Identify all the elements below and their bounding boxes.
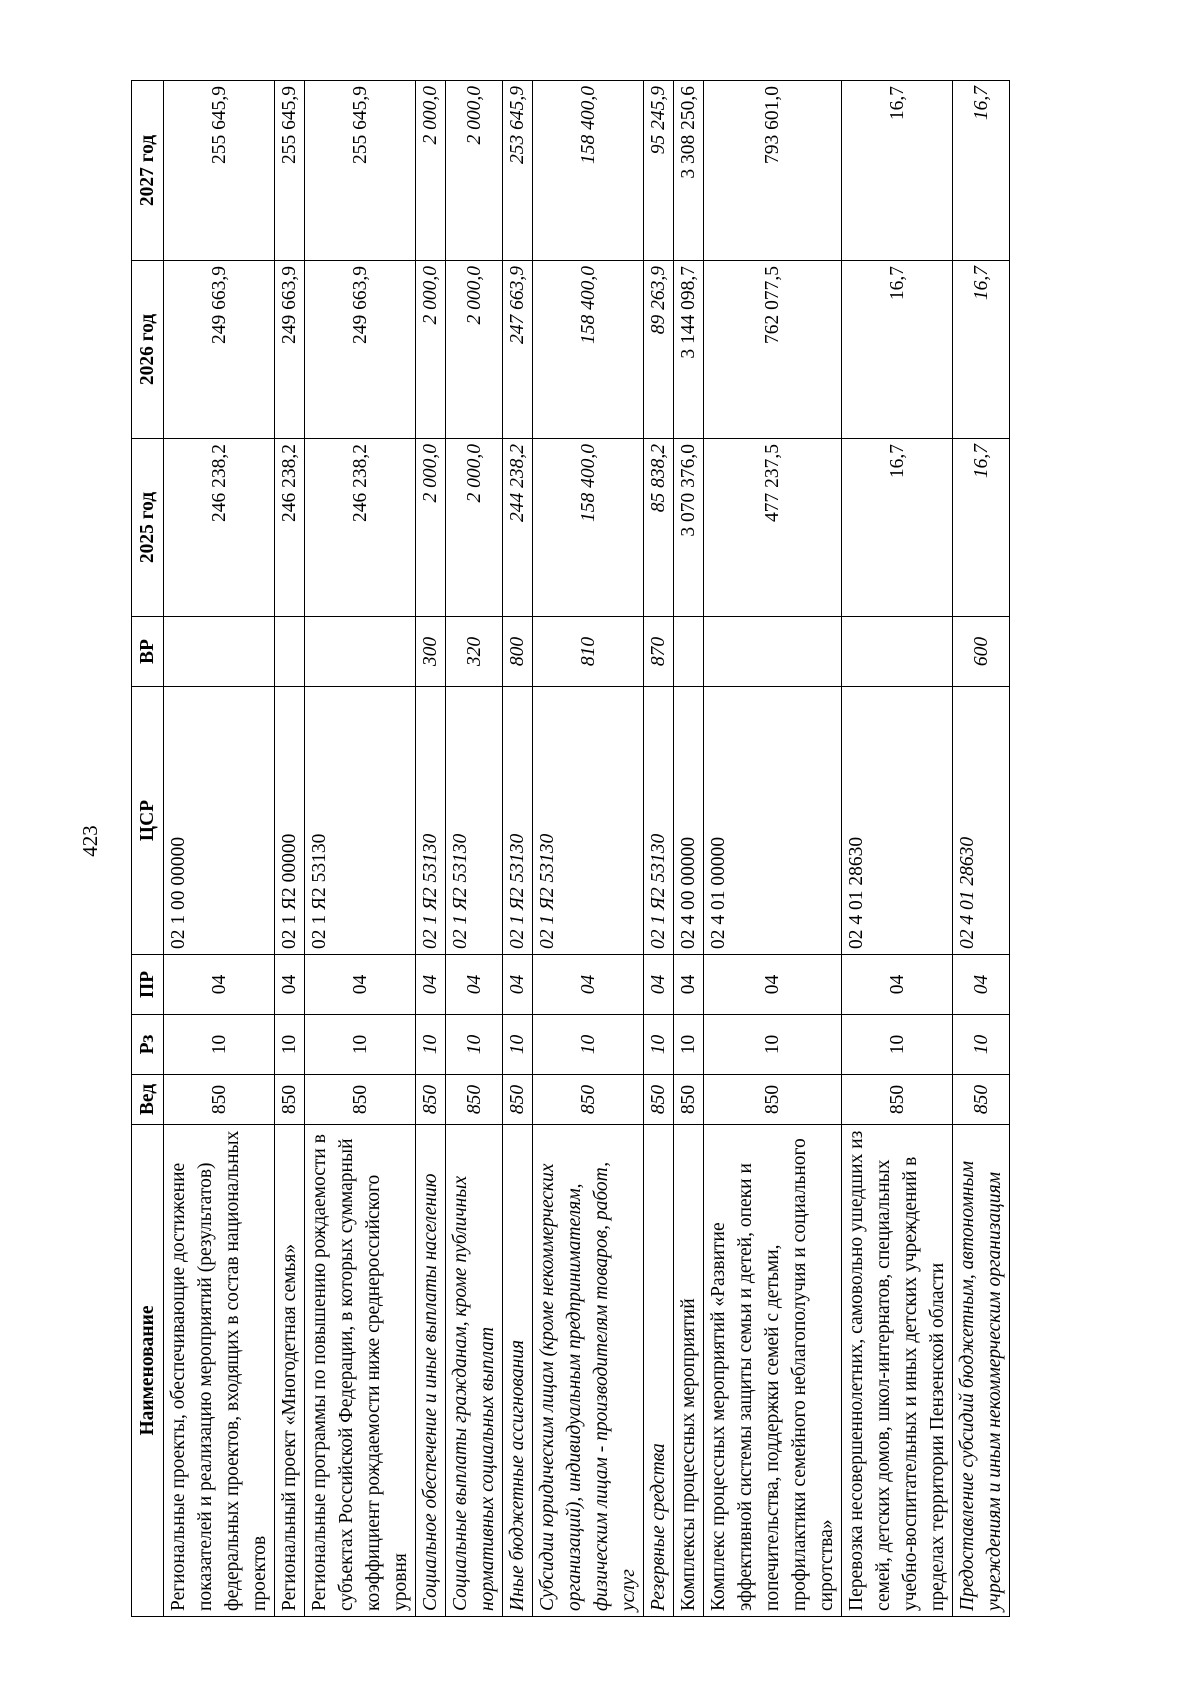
header-row (132, 81, 164, 1617)
row-rz: 10 (674, 1015, 704, 1075)
row-2026: 158 400,0 (533, 261, 644, 439)
row-ved: 850 (305, 1075, 416, 1125)
row-2026: 16,7 (842, 261, 953, 439)
row-2027: 16,7 (842, 81, 953, 261)
row-pr: 04 (842, 955, 953, 1015)
table-row (446, 81, 503, 1617)
budget-table-container (131, 81, 1071, 1617)
row-vr (704, 617, 842, 687)
row-pr: 04 (644, 955, 674, 1015)
row-rz: 10 (644, 1015, 674, 1075)
row-vr: 870 (644, 617, 674, 687)
row-pr: 04 (533, 955, 644, 1015)
row-name: Региональный проект «Многодетная семья» (275, 1125, 305, 1617)
row-2027: 253 645,9 (503, 81, 533, 261)
row-ved: 850 (842, 1075, 953, 1125)
row-pr: 04 (305, 955, 416, 1015)
row-2027: 16,7 (953, 81, 1010, 261)
row-name: Социальные выплаты гражданам, кроме публичных нормативных социальных выплат (446, 1125, 503, 1617)
row-rz: 10 (503, 1015, 533, 1075)
row-2025: 246 238,2 (164, 439, 275, 617)
header-name: Наименование (132, 1125, 164, 1617)
row-vr: 800 (503, 617, 533, 687)
row-vr: 600 (953, 617, 1010, 687)
row-csr: 02 4 01 28630 (953, 687, 1010, 955)
row-2025: 244 238,2 (503, 439, 533, 617)
header-csr: ЦСР (132, 687, 164, 955)
row-csr: 02 1 Я2 53130 (644, 687, 674, 955)
row-csr: 02 1 Я2 53130 (305, 687, 416, 955)
row-csr: 02 1 Я2 53130 (503, 687, 533, 955)
row-name: Региональные программы по повышению рождаемости в субъектах Российской Федерации, в которых суммарный коэффициент рождаемости ниже среднероссийского уровня (305, 1125, 416, 1617)
header-pr: ПР (132, 955, 164, 1015)
row-rz: 10 (416, 1015, 446, 1075)
row-ved: 850 (446, 1075, 503, 1125)
row-name: Субсидии юридическим лицам (кроме некоммерческих организаций), индивидуальным предпринимателям, физическим лицам - производителям товаров, работ, услуг (533, 1125, 644, 1617)
row-csr: 02 4 00 00000 (674, 687, 704, 955)
budget-table (131, 80, 1010, 1617)
table-row (533, 81, 644, 1617)
row-rz: 10 (704, 1015, 842, 1075)
row-rz: 10 (953, 1015, 1010, 1075)
row-name: Социальное обеспечение и иные выплаты населению (416, 1125, 446, 1617)
row-csr: 02 1 00 00000 (164, 687, 275, 955)
table-row (305, 81, 416, 1617)
row-2027: 255 645,9 (164, 81, 275, 261)
table-row (275, 81, 305, 1617)
row-rz: 10 (446, 1015, 503, 1075)
row-2026: 89 263,9 (644, 261, 674, 439)
header-2026: 2026 год (132, 261, 164, 439)
row-2027: 95 245,9 (644, 81, 674, 261)
row-name: Комплекс процессных мероприятий «Развитие эффективной системы защиты семьи и детей, опеки и попечительства, поддержки семей с детьми, профилактики семейного неблагополучия и социального сиротства» (704, 1125, 842, 1617)
table-row (503, 81, 533, 1617)
row-pr: 04 (704, 955, 842, 1015)
table-row (953, 81, 1010, 1617)
row-ved: 850 (704, 1075, 842, 1125)
row-2025: 16,7 (842, 439, 953, 617)
row-ved: 850 (503, 1075, 533, 1125)
row-2027: 2 000,0 (446, 81, 503, 261)
row-2026: 249 663,9 (164, 261, 275, 439)
row-ved: 850 (644, 1075, 674, 1125)
row-2026: 2 000,0 (416, 261, 446, 439)
row-csr: 02 1 Я2 53130 (416, 687, 446, 955)
header-2025: 2025 год (132, 439, 164, 617)
row-2027: 3 308 250,6 (674, 81, 704, 261)
row-2026: 16,7 (953, 261, 1010, 439)
row-vr (305, 617, 416, 687)
row-2026: 247 663,9 (503, 261, 533, 439)
row-ved: 850 (416, 1075, 446, 1125)
row-vr: 810 (533, 617, 644, 687)
table-row (644, 81, 674, 1617)
row-rz: 10 (533, 1015, 644, 1075)
row-name: Резервные средства (644, 1125, 674, 1617)
row-pr: 04 (416, 955, 446, 1015)
row-csr: 02 1 Я2 53130 (533, 687, 644, 955)
row-2026: 2 000,0 (446, 261, 503, 439)
row-name: Предоставление субсидий бюджетным, автономным учреждениям и иным некоммерческим организациям (953, 1125, 1010, 1617)
header-ved: Вед (132, 1075, 164, 1125)
row-2025: 2 000,0 (446, 439, 503, 617)
row-2026: 762 077,5 (704, 261, 842, 439)
row-ved: 850 (533, 1075, 644, 1125)
row-2025: 158 400,0 (533, 439, 644, 617)
row-csr: 02 1 Я2 53130 (446, 687, 503, 955)
row-rz: 10 (164, 1015, 275, 1075)
row-2025: 246 238,2 (305, 439, 416, 617)
header-rz: Рз (132, 1015, 164, 1075)
row-name: Комплексы процессных мероприятий (674, 1125, 704, 1617)
row-2025: 477 237,5 (704, 439, 842, 617)
header-2027: 2027 год (132, 81, 164, 261)
row-2027: 793 601,0 (704, 81, 842, 261)
row-vr (164, 617, 275, 687)
row-2027: 158 400,0 (533, 81, 644, 261)
table-row (416, 81, 446, 1617)
row-2027: 2 000,0 (416, 81, 446, 261)
row-2025: 246 238,2 (275, 439, 305, 617)
table-row (164, 81, 275, 1617)
row-rz: 10 (842, 1015, 953, 1075)
table-row (842, 81, 953, 1617)
row-rz: 10 (275, 1015, 305, 1075)
row-2025: 16,7 (953, 439, 1010, 617)
row-rz: 10 (305, 1015, 416, 1075)
row-2026: 249 663,9 (275, 261, 305, 439)
row-2026: 249 663,9 (305, 261, 416, 439)
row-csr: 02 1 Я2 00000 (275, 687, 305, 955)
row-2027: 255 645,9 (275, 81, 305, 261)
row-vr: 320 (446, 617, 503, 687)
row-vr (674, 617, 704, 687)
page-number: 423 (78, 825, 102, 857)
row-name: Иные бюджетные ассигнования (503, 1125, 533, 1617)
row-csr: 02 4 01 28630 (842, 687, 953, 955)
row-vr: 300 (416, 617, 446, 687)
table-row (704, 81, 842, 1617)
row-name: Региональные проекты, обеспечивающие достижение показателей и реализацию мероприятий (результатов) федеральных проектов, входящих в состав национальных проектов (164, 1125, 275, 1617)
row-ved: 850 (164, 1075, 275, 1125)
row-vr (275, 617, 305, 687)
row-pr: 04 (953, 955, 1010, 1015)
row-pr: 04 (164, 955, 275, 1015)
row-csr: 02 4 01 00000 (704, 687, 842, 955)
row-2025: 85 838,2 (644, 439, 674, 617)
row-2026: 3 144 098,7 (674, 261, 704, 439)
row-2025: 3 070 376,0 (674, 439, 704, 617)
row-vr (842, 617, 953, 687)
table-row (674, 81, 704, 1617)
row-pr: 04 (446, 955, 503, 1015)
row-ved: 850 (674, 1075, 704, 1125)
row-2025: 2 000,0 (416, 439, 446, 617)
row-ved: 850 (953, 1075, 1010, 1125)
row-name: Перевозка несовершеннолетних, самовольно ушедших из семей, детских домов, школ-интернатов, специальных учебно-воспитательных и иных детских учреждений в пределах территории Пензенской области (842, 1125, 953, 1617)
row-pr: 04 (674, 955, 704, 1015)
row-ved: 850 (275, 1075, 305, 1125)
row-pr: 04 (275, 955, 305, 1015)
row-pr: 04 (503, 955, 533, 1015)
row-2027: 255 645,9 (305, 81, 416, 261)
header-vr: ВР (132, 617, 164, 687)
